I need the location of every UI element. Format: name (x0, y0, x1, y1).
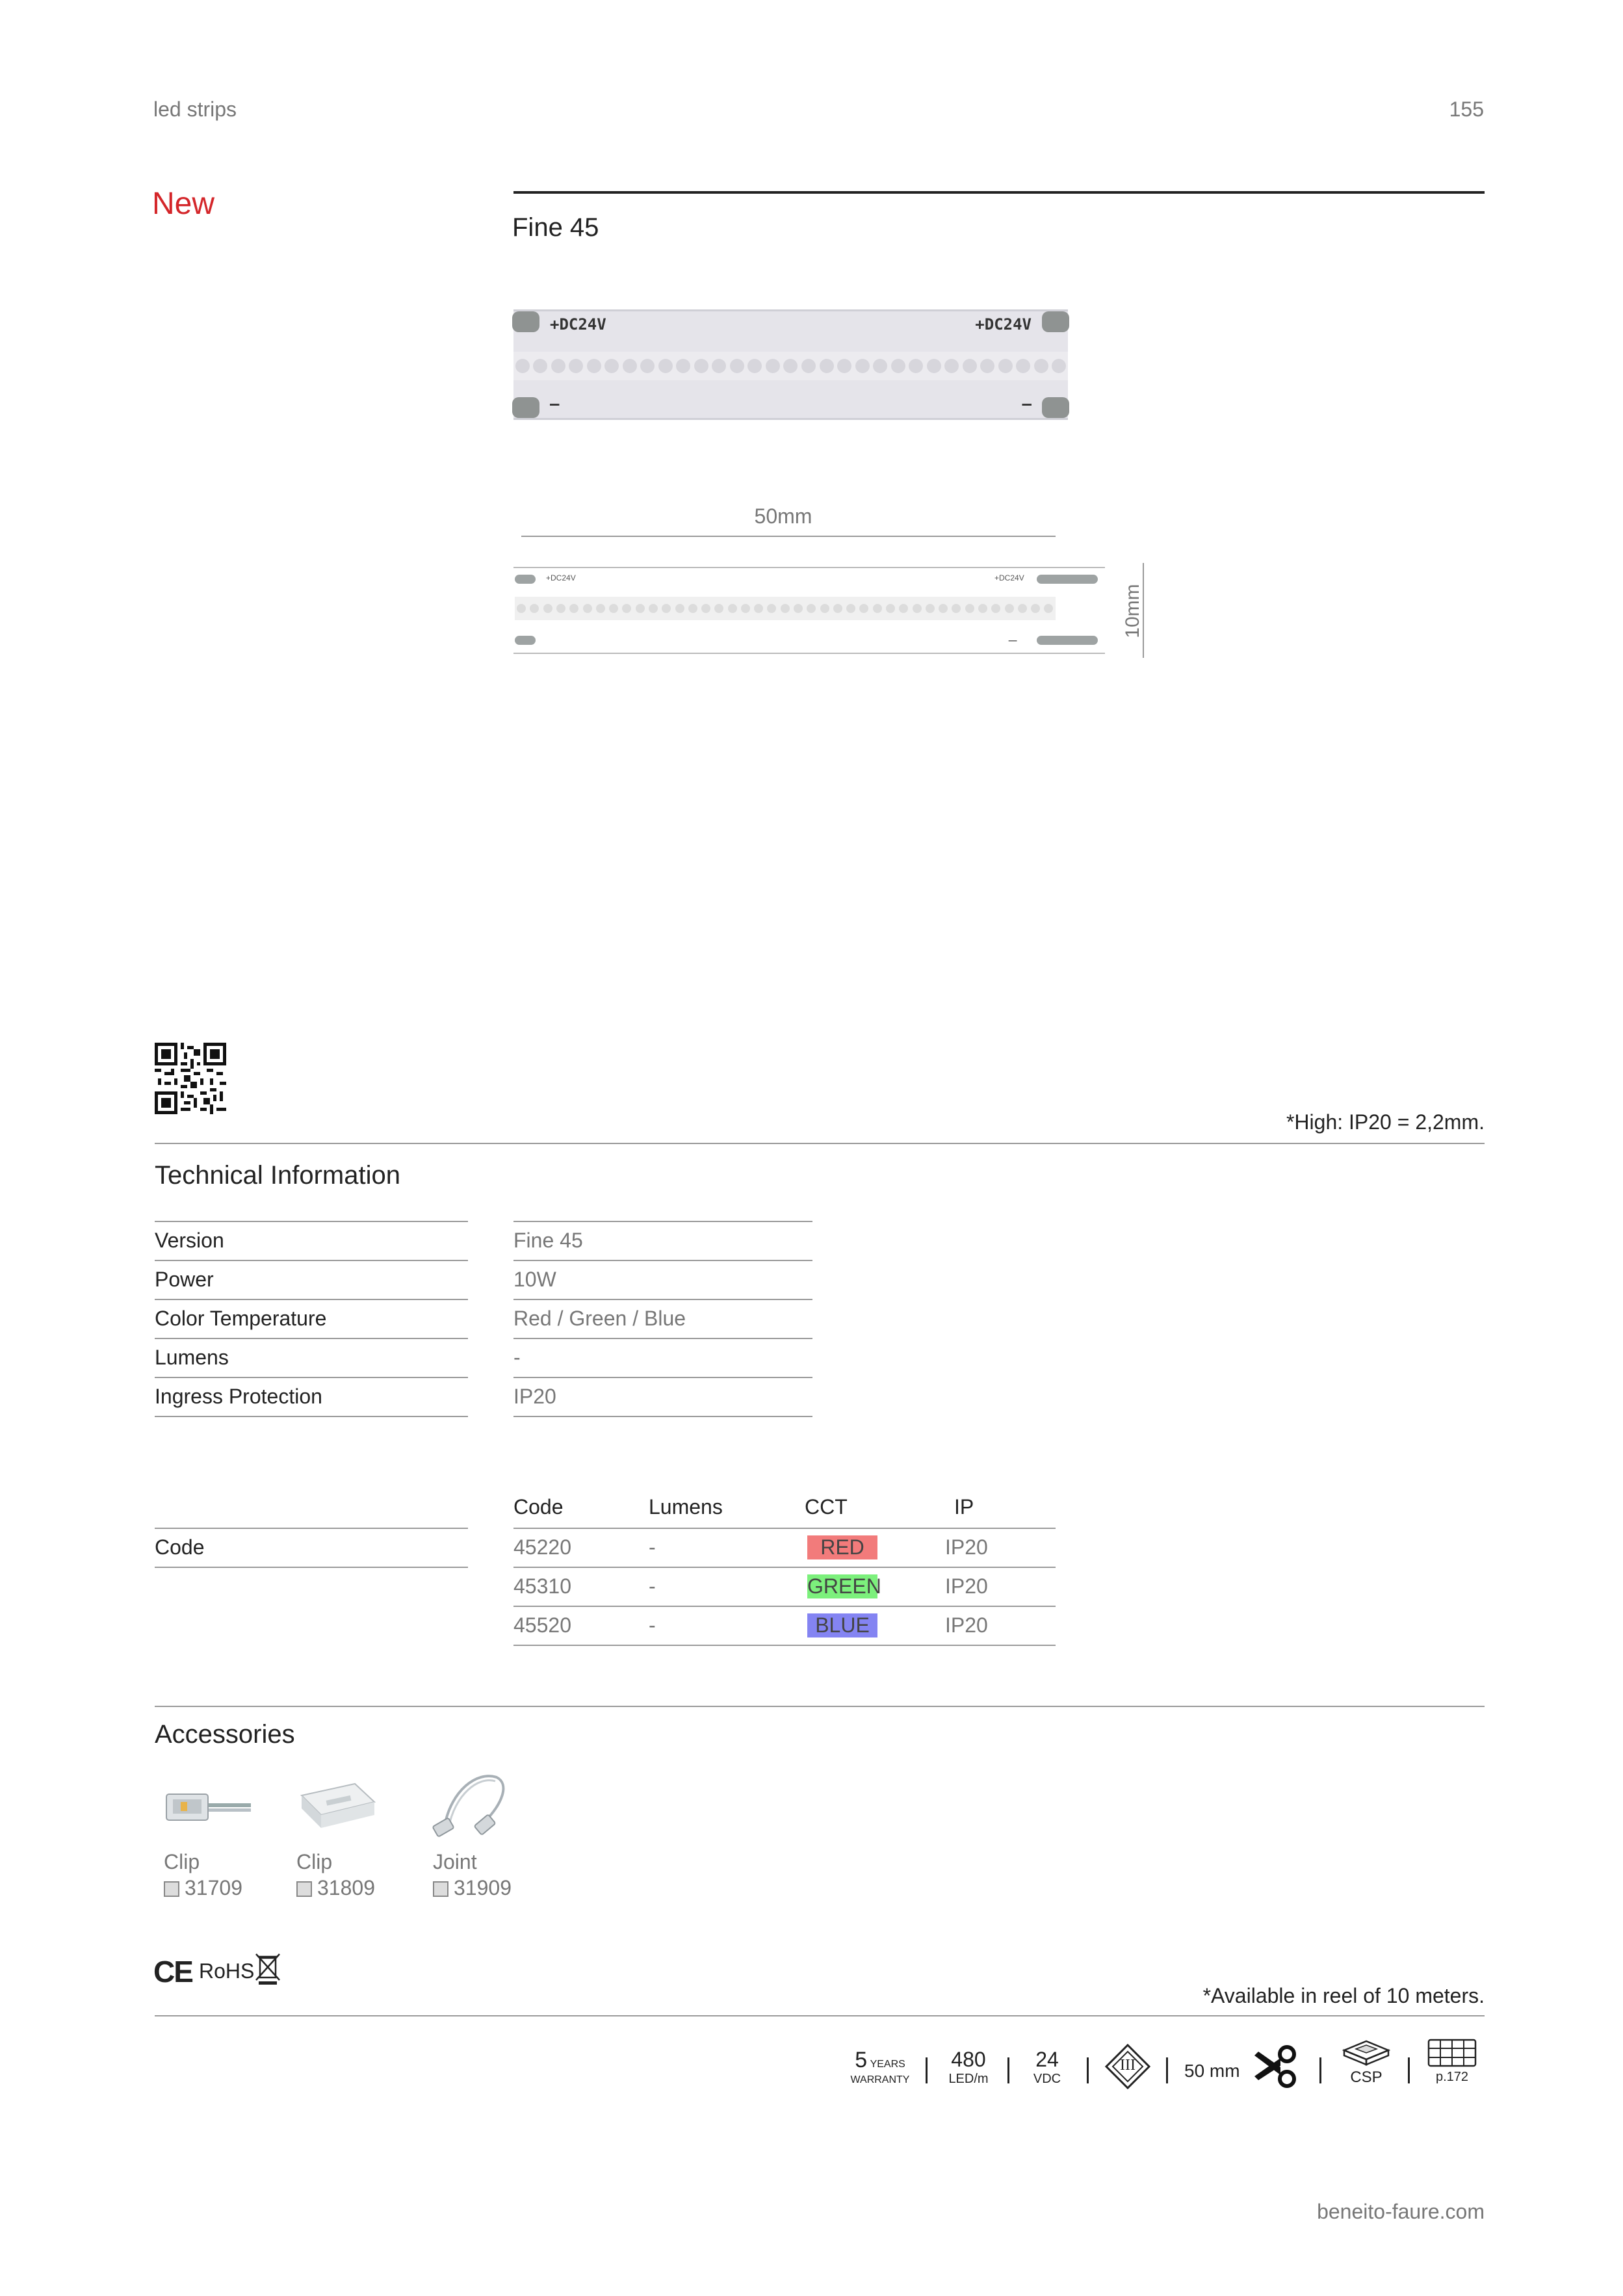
row-divider (155, 1567, 468, 1568)
checkbox-icon[interactable] (296, 1881, 312, 1897)
accessory-code: 31709 (185, 1876, 242, 1899)
tech-label-ingress-protection: Ingress Protection (155, 1385, 322, 1408)
checkbox-icon[interactable] (433, 1881, 448, 1897)
code-row-label: Code (155, 1535, 205, 1559)
row-divider (513, 1377, 812, 1378)
drawing-label-right: +DC24V (994, 573, 1024, 582)
row-divider (513, 1416, 812, 1417)
title-rule (513, 191, 1485, 194)
section-rule (155, 1143, 1485, 1144)
row-divider (155, 1221, 468, 1222)
page-reference-link[interactable]: p.172 (1435, 2070, 1469, 2084)
tech-value-ingress-protection: IP20 (513, 1385, 556, 1408)
row-divider (155, 1338, 468, 1339)
section-title: led strips (153, 98, 237, 121)
accessory-code: 31809 (317, 1876, 375, 1899)
divider (1007, 2057, 1009, 2083)
product-name: Fine 45 (512, 213, 599, 242)
row-divider (513, 1645, 1056, 1646)
tech-label-lumens: Lumens (155, 1346, 229, 1369)
accessories-title: Accessories (155, 1720, 295, 1749)
accessory-name: Clip (164, 1850, 200, 1873)
installation-grid-icon[interactable] (1427, 2039, 1477, 2067)
drawing-minus: _ (1009, 625, 1017, 642)
website-link[interactable]: beneito-faure.com (1317, 2200, 1485, 2223)
divider (1319, 2057, 1321, 2083)
row-divider (155, 1416, 468, 1417)
solder-pad-icon (1042, 397, 1069, 418)
tech-value-power: 10W (513, 1268, 556, 1291)
strip-minus-left: – (550, 395, 560, 413)
tech-value-lumens: - (513, 1346, 521, 1369)
class-iii-icon (1105, 2044, 1150, 2089)
divider (926, 2057, 928, 2083)
divider (1408, 2057, 1410, 2083)
chip-icon (1340, 2039, 1392, 2067)
class-label: III (1120, 2057, 1136, 2074)
row-divider (513, 1338, 812, 1339)
new-badge: New (152, 187, 215, 221)
tech-label-power: Power (155, 1268, 214, 1291)
row-divider (155, 1528, 468, 1529)
voltage-unit: VDC (1033, 2072, 1061, 2086)
qr-code-icon[interactable] (155, 1043, 226, 1114)
row-divider (155, 1260, 468, 1261)
accessory-code-31809[interactable] (296, 1876, 375, 1900)
code-ip: IP20 (945, 1535, 988, 1559)
note-reel: *Available in reel of 10 meters. (1202, 1984, 1485, 2007)
accessory-code-31909[interactable] (433, 1876, 512, 1900)
row-divider (513, 1528, 1056, 1529)
code-45220: 45220 (513, 1535, 571, 1559)
led-density-block (940, 2048, 997, 2087)
tech-label-color-temperature: Color Temperature (155, 1307, 327, 1330)
voltage-value: 24 (1035, 2048, 1059, 2071)
dim-height-label: 10mm (1122, 584, 1143, 638)
code-ip: IP20 (945, 1574, 988, 1598)
section-rule (155, 1706, 1485, 1707)
pad-icon (1037, 575, 1098, 584)
code-lumens: - (649, 1613, 656, 1637)
dimension-drawing (513, 567, 1105, 654)
tech-value-version: Fine 45 (513, 1229, 583, 1252)
warranty-unit: YEARS (870, 2059, 905, 2070)
row-divider (513, 1299, 812, 1300)
led-density-value: 480 (951, 2048, 986, 2071)
row-divider (513, 1606, 1056, 1607)
pad-icon (1037, 636, 1098, 645)
weee-bin-icon (255, 1951, 281, 1985)
voltage-block (1024, 2048, 1070, 2087)
row-divider (155, 1377, 468, 1378)
pad-icon (515, 636, 536, 645)
dim-length-label: 50mm (754, 504, 812, 528)
section-rule (155, 2015, 1485, 2016)
code-header-cct: CCT (805, 1495, 848, 1519)
code-lumens: - (649, 1535, 656, 1559)
row-divider (155, 1299, 468, 1300)
code-ip: IP20 (945, 1613, 988, 1637)
strip-photo (513, 309, 1068, 420)
code-45310: 45310 (513, 1574, 571, 1598)
cct-badge-cell (807, 1574, 881, 1598)
cut-length-value: 50 mm (1184, 2061, 1240, 2081)
code-lumens: - (649, 1574, 656, 1598)
code-45520: 45520 (513, 1613, 571, 1637)
chip-label: CSP (1350, 2068, 1383, 2086)
row-divider (513, 1260, 812, 1261)
accessory-clip-image[interactable] (161, 1769, 252, 1841)
divider (1087, 2057, 1089, 2083)
scissors-icon (1252, 2044, 1300, 2089)
tech-value-color-temperature: Red / Green / Blue (513, 1307, 686, 1330)
cct-badge-red: RED (807, 1535, 877, 1559)
accessory-name: Clip (296, 1850, 333, 1873)
warranty-block (850, 2048, 910, 2086)
accessory-joint-image[interactable] (425, 1764, 516, 1836)
rohs-label: RoHS (199, 1959, 255, 1983)
led-row (513, 352, 1068, 380)
cct-badge-blue: BLUE (807, 1613, 877, 1637)
technical-title: Technical Information (155, 1161, 400, 1190)
code-header-lumens: Lumens (649, 1495, 723, 1519)
strip-minus-right: – (1022, 395, 1032, 413)
code-header-code: Code (513, 1495, 564, 1519)
checkbox-icon[interactable] (164, 1881, 179, 1897)
ce-mark-icon: CE (153, 1955, 192, 1989)
warranty-label: WARRANTY (850, 2074, 910, 2085)
warranty-number: 5 (855, 2048, 868, 2072)
code-header-ip: IP (954, 1495, 974, 1519)
solder-pad-icon (1042, 311, 1069, 332)
strip-label-left: +DC24V (550, 315, 606, 333)
cct-badge-cell (807, 1613, 877, 1637)
cct-badge-cell (807, 1535, 877, 1559)
drawing-label-left: +DC24V (546, 573, 576, 582)
accessory-code-31709[interactable] (164, 1876, 242, 1900)
page-number: 155 (1449, 98, 1484, 121)
divider (1166, 2057, 1168, 2083)
strip-label-right: +DC24V (975, 315, 1032, 333)
solder-pad-icon (512, 397, 539, 418)
led-density-unit: LED/m (948, 2072, 989, 2086)
drawing-led-row (515, 597, 1056, 620)
pad-icon (515, 575, 536, 584)
tech-label-version: Version (155, 1229, 224, 1252)
row-divider (513, 1567, 1056, 1568)
solder-pad-icon (512, 311, 539, 332)
cct-badge-green: GREEN (807, 1574, 881, 1598)
accessory-clip-image[interactable] (292, 1769, 383, 1841)
accessory-name: Joint (433, 1850, 477, 1873)
dim-length-line (521, 536, 1056, 537)
row-divider (513, 1221, 812, 1222)
note-high: *High: IP20 = 2,2mm. (1286, 1110, 1485, 1134)
accessory-code: 31909 (454, 1876, 512, 1899)
